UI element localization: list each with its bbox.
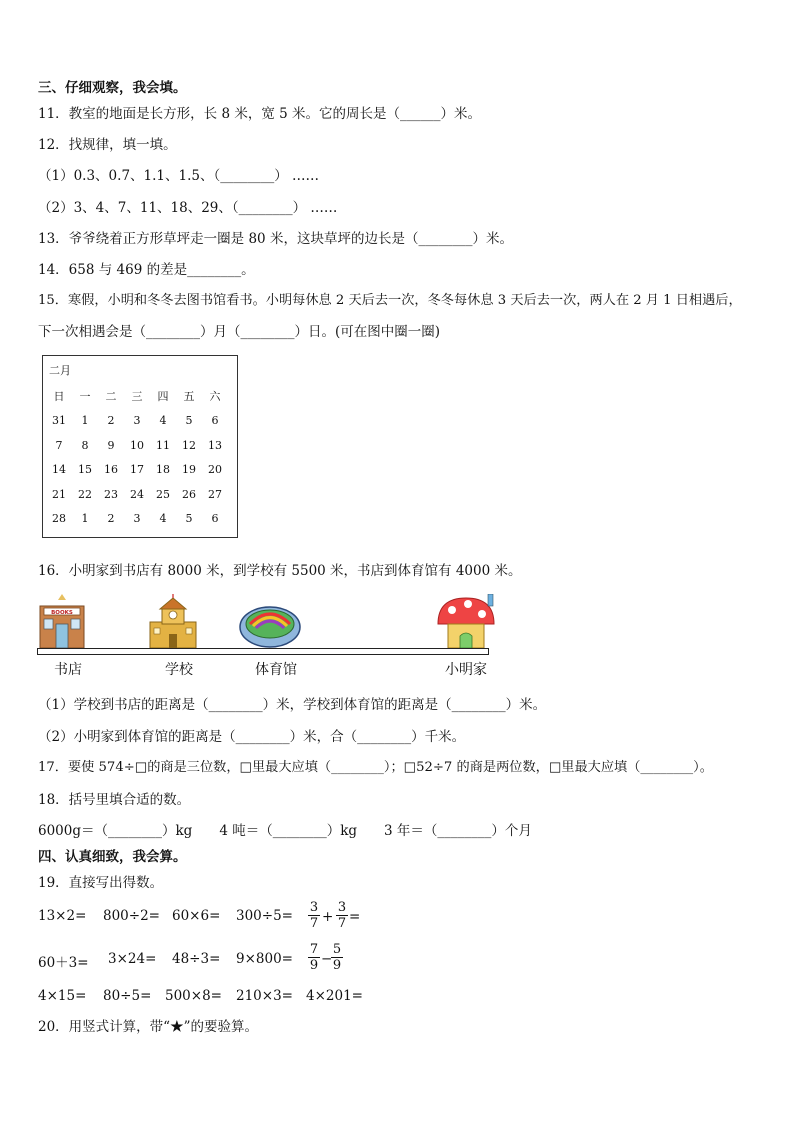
calendar-day[interactable]: 27 [208, 487, 222, 501]
question-12-part1: （1）0.3、0.7、1.1、1.5、（________） …… [38, 168, 320, 184]
calc-item: 210×3= [236, 988, 293, 1004]
calc-item: 3×24= [108, 951, 157, 967]
stadium-icon [240, 607, 300, 647]
calendar-day[interactable]: 15 [78, 463, 92, 477]
calc-item: 48÷3= [172, 951, 221, 967]
fraction-2a [308, 942, 320, 973]
calc-item: 60×6= [172, 908, 221, 924]
calendar-day[interactable]: 3 [133, 414, 141, 428]
fraction-operator: + [322, 909, 334, 925]
weekday-header: 二 [105, 390, 117, 404]
calc-item: 13×2= [38, 908, 87, 924]
question-20: 20．用竖式计算，带“★”的要验算。 [38, 1019, 258, 1035]
calendar-day[interactable]: 13 [208, 438, 222, 452]
question-13: 13．爷爷绕着正方形草坪走一圈是 80 米，这块草坪的边长是（________）米。 [38, 231, 513, 247]
calendar-day[interactable]: 28 [52, 512, 66, 526]
question-16-part1: （1）学校到书店的距离是（________）米，学校到体育馆的距离是（________）米。 [38, 697, 547, 713]
question-11: 11．教室的地面是长方形，长 8 米，宽 5 米。它的周长是（______）米。 [38, 106, 482, 122]
calendar-day[interactable]: 18 [156, 463, 170, 477]
denominator: 9 [309, 958, 319, 973]
numerator: 5 [332, 942, 342, 957]
question-17: 17．要使 574÷□的商是三位数，□里最大应填（________）；□52÷7 的商是两位数，□里最大应填（________）。 [38, 760, 713, 775]
weekday-header: 三 [131, 390, 143, 404]
calendar-day[interactable]: 11 [156, 438, 170, 452]
calendar-day[interactable]: 31 [52, 414, 66, 428]
home-label: 小明家 [445, 662, 487, 678]
calendar-day[interactable]: 26 [182, 487, 196, 501]
calendar-day[interactable]: 9 [107, 438, 115, 452]
calc-item: 800÷2= [103, 908, 160, 924]
calendar-day[interactable]: 12 [182, 438, 196, 452]
calendar-day[interactable]: 25 [156, 487, 170, 501]
question-16: 16．小明家到书店有 8000 米，到学校有 5500 米，书店到体育馆有 4000 米。 [38, 563, 522, 579]
fraction-equals: = [349, 909, 361, 925]
calendar-day[interactable]: 7 [55, 438, 63, 452]
calendar-day[interactable]: 2 [107, 414, 115, 428]
weekday-header: 一 [79, 390, 91, 404]
calendar-day[interactable]: 14 [52, 463, 66, 477]
question-14: 14．658 与 469 的差是________。 [38, 262, 255, 278]
section3-title: 三、仔细观察，我会填。 [38, 80, 187, 96]
bookstore-icon [40, 594, 84, 648]
question-12-part2: （2）3、4、7、11、18、29、（________） …… [38, 200, 338, 216]
numerator: 3 [337, 900, 347, 915]
section4-title: 四、认真细致，我会算。 [38, 849, 187, 865]
calendar-day[interactable]: 8 [81, 438, 89, 452]
stadium-label: 体育馆 [255, 662, 297, 678]
question-16-part2: （2）小明家到体育馆的距离是（________）米，合（________）千米。 [38, 729, 466, 745]
question-19: 19．直接写出得数。 [38, 875, 164, 891]
calendar-day[interactable]: 16 [104, 463, 118, 477]
fraction-2b [331, 942, 343, 973]
numerator: 3 [309, 900, 319, 915]
calc-item: 300÷5= [236, 908, 293, 924]
calendar-day[interactable]: 23 [104, 487, 118, 501]
calendar-grid [46, 384, 228, 531]
calendar-title: 二月 [49, 364, 71, 377]
denominator: 7 [309, 916, 319, 931]
calc-item: 4×15= [38, 988, 87, 1004]
calendar-week-row [46, 507, 228, 532]
road-line [37, 648, 489, 655]
calendar-day[interactable]: 3 [133, 512, 141, 526]
bookstore-sign: BOOKS [51, 610, 73, 616]
calendar-day[interactable]: 4 [159, 512, 167, 526]
calc-item: 9×800= [236, 951, 293, 967]
calendar-week-row [46, 433, 228, 458]
calendar-day[interactable]: 5 [185, 414, 193, 428]
weekday-header: 五 [183, 390, 195, 404]
bookstore-label: 书店 [54, 662, 82, 678]
numerator: 7 [309, 942, 319, 957]
denominator: 9 [332, 958, 342, 973]
map-illustration [38, 594, 498, 654]
denominator: 7 [337, 916, 347, 931]
february-calendar [42, 355, 238, 538]
question-15-line2: 下一次相遇会是（________）月（________）日。(可在图中圈一圈) [38, 324, 441, 340]
calendar-header-row [46, 384, 228, 409]
calendar-week-row [46, 409, 228, 434]
question-12: 12．找规律，填一填。 [38, 137, 177, 153]
calendar-day[interactable]: 19 [182, 463, 196, 477]
calendar-day[interactable]: 1 [81, 414, 89, 428]
weekday-header: 六 [209, 390, 221, 404]
calendar-day[interactable]: 20 [208, 463, 222, 477]
weekday-header: 四 [157, 390, 169, 404]
weekday-header: 日 [53, 390, 65, 404]
home-icon [438, 594, 494, 648]
school-label: 学校 [165, 662, 193, 678]
calendar-day[interactable]: 10 [130, 438, 144, 452]
calendar-day[interactable]: 1 [81, 512, 89, 526]
calendar-day[interactable]: 17 [130, 463, 144, 477]
calc-item: 60＋3= [38, 955, 89, 971]
calendar-week-row [46, 482, 228, 507]
question-18-items: 6000g＝（________）kg 4 吨＝（________）kg 3 年＝（________）个月 [38, 823, 532, 839]
fraction-operator: − [321, 951, 333, 967]
calendar-day[interactable]: 2 [107, 512, 115, 526]
question-18: 18．括号里填合适的数。 [38, 792, 191, 808]
question-15-line1: 15．寒假，小明和冬冬去图书馆看书。小明每休息 2 天后去一次，冬冬每休息 3 天后去一次，两人在 2 月 1 日相遇后， [38, 293, 742, 308]
calendar-day[interactable]: 4 [159, 414, 167, 428]
calc-item: 500×8= [165, 988, 222, 1004]
calendar-week-row [46, 458, 228, 483]
calendar-day[interactable]: 6 [211, 512, 219, 526]
calendar-day[interactable]: 24 [130, 487, 144, 501]
calendar-day[interactable]: 5 [185, 512, 193, 526]
calc-item: 80÷5= [103, 988, 152, 1004]
calc-item: 4×201= [306, 988, 363, 1004]
school-icon [150, 594, 196, 648]
calendar-day[interactable]: 22 [78, 487, 92, 501]
calendar-day[interactable]: 21 [52, 487, 66, 501]
fraction-1b [336, 900, 348, 931]
fraction-1a [308, 900, 320, 931]
calendar-day[interactable]: 6 [211, 414, 219, 428]
